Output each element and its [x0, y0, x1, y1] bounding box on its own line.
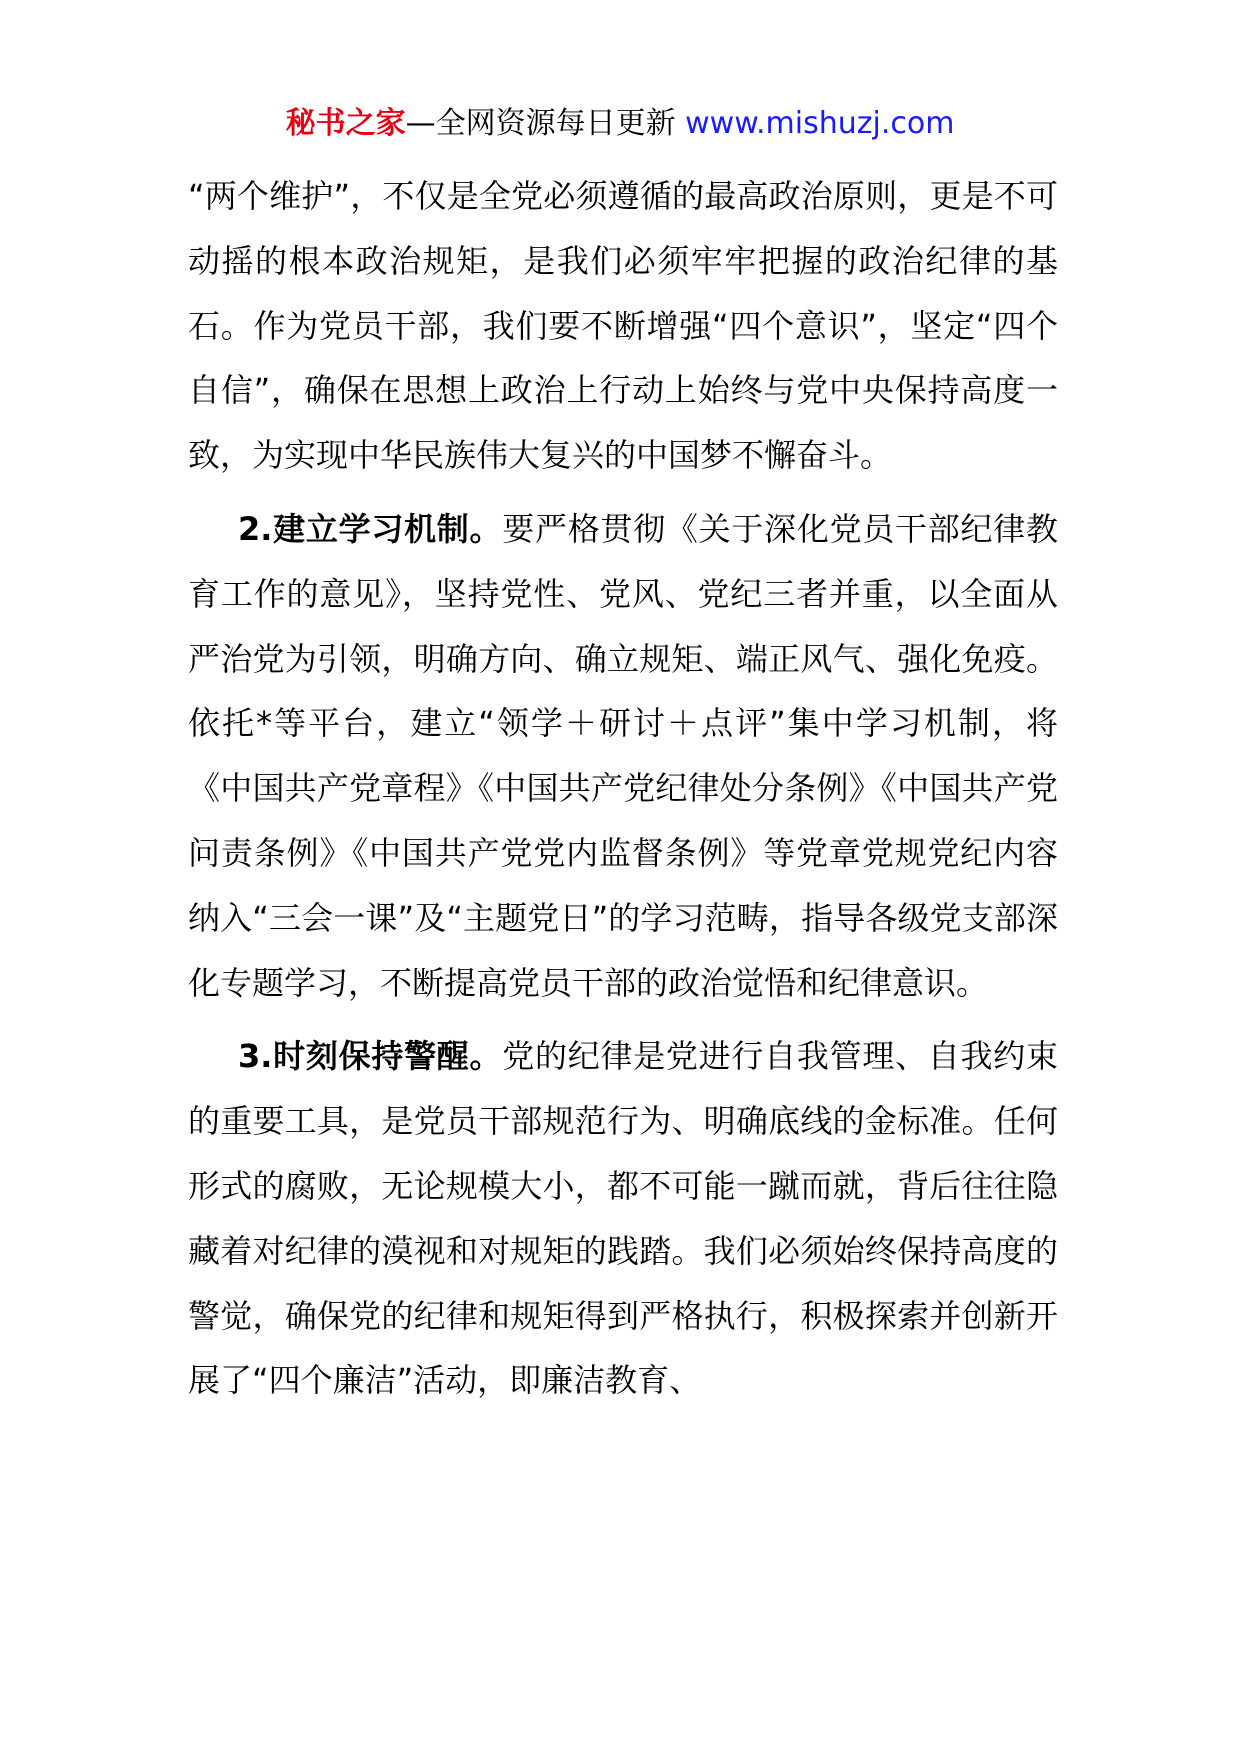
header-tagline: —全网资源每日更新	[405, 106, 686, 141]
paragraph-2-text: 要严格贯彻《关于深化党员干部纪律教育工作的意见》，坚持党性、党风、党纪三者并重，以全面从严治党为引领，明确方向、确立规矩、端正风气、强化免疫。依托*等平台，建立“领学＋研讨＋点评”集中学习机制，将《中国共产党章程》《中国共产党纪律处分条例》《中国共产党问责条例》《中国共产党党内监督条例》等党章党规党纪内容纳入“三会一课”及“主题党日”的学习范畴，指导各级党支部深化专题学习，不断提高党员干部的政治觉悟和纪律意识。	[188, 509, 1058, 1002]
paragraph-3-text: 党的纪律是党进行自我管理、自我约束的重要工具，是党员干部规范行为、明确底线的金标准。任何形式的腐败，无论规模大小，都不可能一蹴而就，背后往往隐藏着对纪律的漠视和对规矩的践踏。我们必须始终保持高度的警觉，确保党的纪律和规矩得到严格执行，积极探索并创新开展了“四个廉洁”活动，即廉洁教育、	[188, 1037, 1058, 1400]
page-header	[0, 104, 1240, 144]
document-body	[188, 164, 1058, 1413]
header-brand: 秘书之家	[285, 106, 406, 141]
paragraph-1	[188, 164, 1058, 488]
paragraph-2-heading: 2.建立学习机制。	[238, 509, 503, 548]
paragraph-1-text: “两个维护”，不仅是全党必须遵循的最高政治原则，更是不可动摇的根本政治规矩，是我们必须牢牢把握的政治纪律的基石。作为党员干部，我们要不断增强“四个意识”，坚定“四个自信”，确保在思想上政治上行动上始终与党中央保持高度一致，为实现中华民族伟大复兴的中国梦不懈奋斗。	[188, 177, 1058, 475]
paragraph-3-heading: 3.时刻保持警醒。	[238, 1037, 503, 1076]
paragraph-3	[188, 1024, 1058, 1413]
header-url[interactable]: www.mishuzj.com	[685, 106, 955, 141]
paragraph-2	[188, 497, 1058, 1015]
